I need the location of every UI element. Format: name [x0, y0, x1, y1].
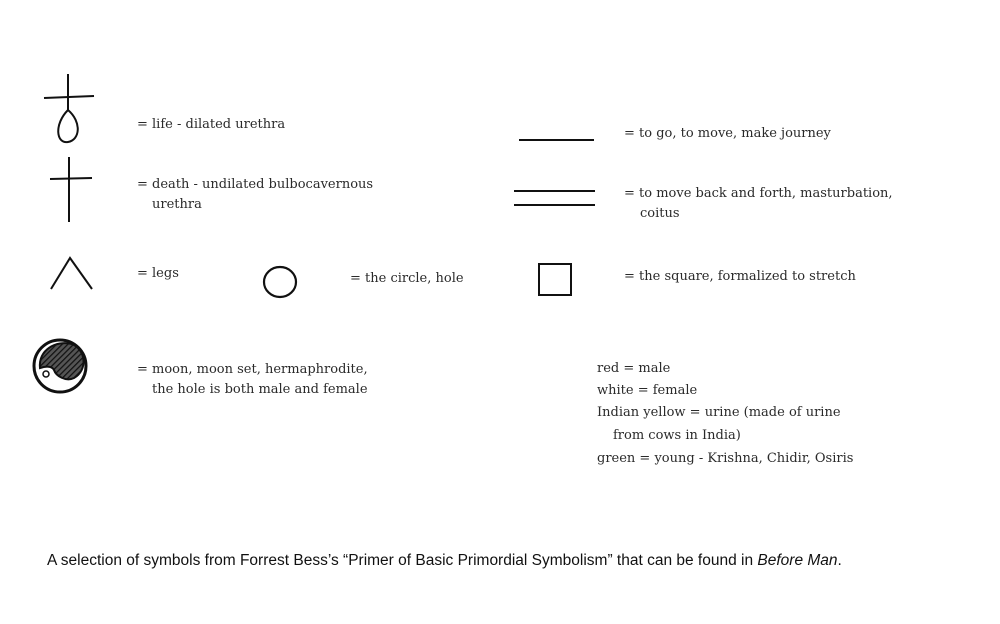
caption-book-title: Before Man	[757, 552, 838, 569]
legs-symbol-icon	[48, 252, 96, 292]
circle-symbol-icon	[261, 264, 299, 300]
legs-definition: = legs	[137, 266, 179, 281]
go-definition: = to go, to move, make journey	[624, 126, 831, 141]
double-line-symbol-icon	[513, 187, 597, 209]
moon-definition: = moon, moon set, hermaphrodite,	[137, 362, 368, 377]
circle-definition: = the circle, hole	[350, 271, 464, 286]
life-definition: = life - dilated urethra	[137, 117, 286, 132]
single-line-symbol-icon	[518, 136, 596, 144]
back-forth-definition: = to move back and forth, masturbation,	[624, 186, 893, 201]
square-symbol-icon	[537, 262, 575, 298]
back-forth-definition-cont: coitus	[640, 206, 680, 221]
color-legend-red: red = male	[597, 361, 671, 376]
death-cross-icon	[48, 155, 94, 225]
moon-definition-cont: the hole is both male and female	[152, 382, 368, 397]
color-legend-yellow: Indian yellow = urine (made of urine	[597, 405, 841, 420]
caption-text: A selection of symbols from Forrest Bess’s “Primer of Basic Primordial Symbolism” that can be found in	[47, 552, 758, 569]
color-legend-yellow-cont: from cows in India)	[613, 428, 741, 443]
caption-end: .	[837, 552, 842, 569]
square-definition: = the square, formalized to stretch	[624, 269, 856, 284]
moon-symbol-icon	[30, 336, 90, 396]
color-legend-white: white = female	[597, 383, 698, 398]
death-definition-cont: urethra	[152, 197, 202, 212]
life-symbol-icon	[38, 72, 98, 150]
death-definition: = death - undilated bulbocavernous	[137, 177, 374, 192]
figure-caption	[47, 552, 842, 570]
color-legend-green: green = young - Krishna, Chidir, Osiris	[597, 451, 854, 466]
